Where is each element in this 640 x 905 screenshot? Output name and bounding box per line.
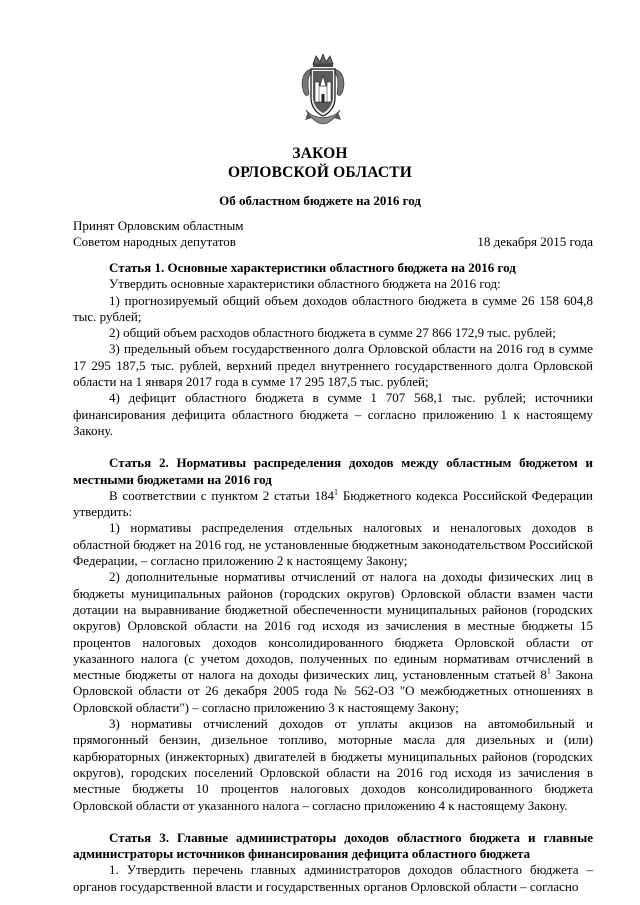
law-title: ЗАКОН [292,145,348,162]
article-1-heading: Статья 1. Основные характеристики областного бюджета на 2016 год [109,260,516,275]
article-2-item-2-b: Закона Орловской области от 26 декабря 2005 года № 562-ОЗ "О межбюджетных отношениях в Орловской области") – согласно приложению 3 к настоящему Закону; [73,667,594,715]
coat-of-arms-icon [300,54,346,126]
adoption-block [73,218,593,250]
article-2-intro-b: Бюджетного кодекса Российской Федерации утвердить: [73,487,593,520]
article-2-heading: Статья 2. Нормативы распределения доходов между областным бюджетом и местными бюджетами на 2016 год [73,455,593,487]
adoption-line-2: Советом народных депутатов [73,234,236,249]
article-2-item-3: 3) нормативы отчислений доходов от уплаты акцизов на автомобильный и прямогонный бензин, дизельное топливо, моторные масла для дизельных и (или) карбюраторных (инжекторных) двигателей в бюджеты муниципальных районов (городских округов), городских поселений Орловской области на 2016 год исходя из зачисления в местные бюджеты 10 процентов налоговых доходов консолидированного бюджета Орловской области от указанного налога – согласно приложению 4 к настоящему Закону. [73,716,593,813]
article-1-item-4: 4) дефицит областного бюджета в сумме 1 707 568,1 тыс. рублей; источники финансирования дефицита областного бюджета – согласно приложению 1 к настоящему Закону. [73,390,593,438]
article-1-item-1: 1) прогнозируемый общий объем доходов областного бюджета в сумме 26 158 604,8 тыс. рублей; [73,292,593,324]
law-subtitle: Об областном бюджете на 2016 год [219,193,421,208]
article-2-item-2-a: 2) дополнительные нормативы отчислений от налога на доходы физических лиц в бюджеты муниципальных районов (городских округов) Орловской области взамен части дотации на выравнивание бюджетной обеспеченности муниципальных районов (городских округов) Орловской области на 2016 год исходя из зачисления в местные бюджеты 15 процентов налоговых доходов консолидированного бюджета Орловской области от указанного налога (с учетом доходов, полученных по единым нормативам отчислений в местные бюджеты от налога на доходы физических лиц, установленным статьей 8 [73,569,593,683]
article-3-heading: Статья 3. Главные администраторы доходов областного бюджета и главные администраторы источников финансирования дефицита областного бюджета [73,829,593,862]
adoption-line-1: Принят Орловским областным [73,218,244,233]
region-title: ОРЛОВСКОЙ ОБЛАСТИ [227,164,413,181]
article-2-intro [73,488,593,521]
article-2-intro-sup: 1 [334,487,339,497]
adoption-date: 18 декабря 2015 года [477,234,593,249]
article-1-item-2: 2) общий объем расходов областного бюджета в сумме 27 866 172,9 тыс. рублей; [109,325,556,341]
article-1-item-3: 3) предельный объем государственного долга Орловской области на 2016 год в сумме 17 295 187,5 тыс. рублей, верхний предел внутреннего государственного долга Орловской области на 1 января 2017 года в сумме 17 295 187,5 тыс. рублей; [73,341,593,390]
article-2-intro-a: В соответствии с пунктом 2 статьи 184 [109,487,335,503]
article-1-intro: Утвердить основные характеристики областного бюджета на 2016 год: [109,276,501,292]
article-2-item-2-sup: 1 [546,666,551,676]
article-2-item-1: 1) нормативы распределения отдельных налоговых и неналоговых доходов в областной бюджет на 2016 год, не установленные бюджетным законодательством Российской Федерации, – согласно приложению 2 к настоящему Закону; [73,520,593,569]
article-3-item-1: 1. Утвердить перечень главных администраторов доходов областного бюджета – органов государственной власти и государственных органов Орловской области – согласно [73,862,593,894]
article-2-item-2 [73,569,593,716]
law-body [73,260,593,895]
